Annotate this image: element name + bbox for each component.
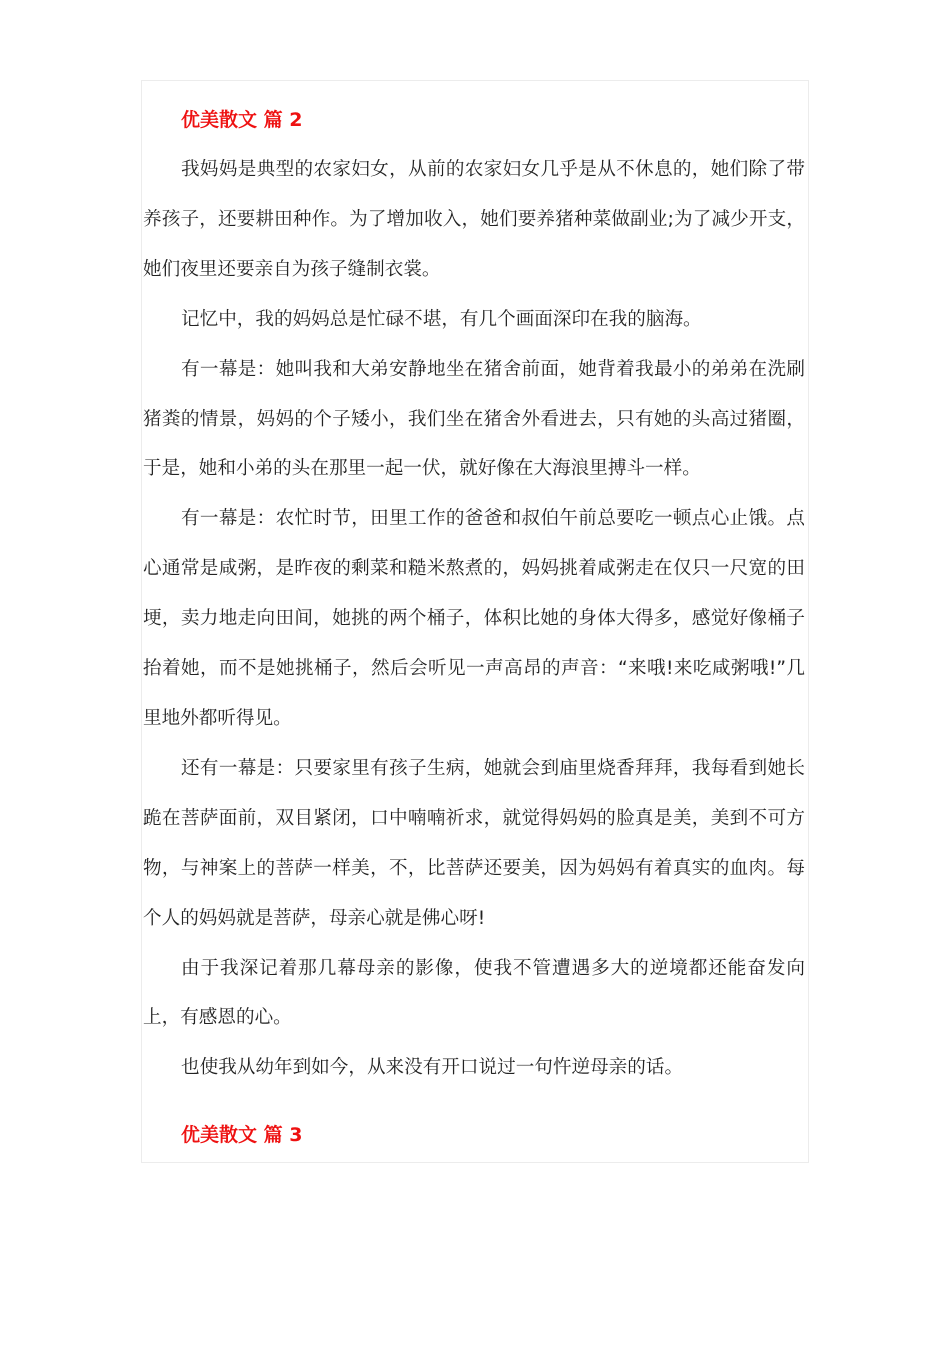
paragraph: 由于我深记着那几幕母亲的影像，使我不管遭遇多大的逆境都还能奋发向上，有感恩的心。 [143,957,805,1029]
paragraph: 也使我从幼年到如今，从来没有开口说过一句忤逆母亲的话。 [181,1057,684,1079]
section-spacer [143,1093,805,1110]
paragraph: 我妈妈是典型的农家妇女，从前的农家妇女几乎是从不休息的，她们除了带养孩子，还要耕田种作。为了增加收入，她们要养猪种菜做副业;为了减少开支，她们夜里还要亲自为孩子缝制衣裳。 [143,159,805,280]
paragraph: 有一幕是：她叫我和大弟安静地坐在猪舍前面，她背着我最小的弟弟在洗刷猪粪的情景，妈妈的个子矮小，我们坐在猪舍外看进去，只有她的头高过猪圈，于是，她和小弟的头在那里一起一伏，就好像在大海浪里搏斗一样。 [143,358,805,480]
paragraph: 记忆中，我的妈妈总是忙碌不堪，有几个画面深印在我的脑海。 [181,308,702,330]
paragraph: 还有一幕是：只要家里有孩子生病，她就会到庙里烧香拜拜，我每看到她长跪在菩萨面前，双目紧闭，口中喃喃祈求，就觉得妈妈的脸真是美，美到不可方物，与神案上的菩萨一样美，不，比菩萨还要美，因为妈妈有着真实的血肉。每个人的妈妈就是菩萨，母亲心就是佛心呀! [143,757,805,929]
document-body [143,95,805,1160]
section-heading: 优美散文 篇 2 [181,109,303,131]
section-heading: 优美散文 篇 3 [181,1124,303,1147]
paragraph: 有一幕是：农忙时节，田里工作的爸爸和叔伯午前总要吃一顿点心止饿。点心通常是咸粥，是昨夜的剩菜和糙米熬煮的，妈妈挑着咸粥走在仅只一尺宽的田埂，卖力地走向田间，她挑的两个桶子，体积比她的身体大得多，感觉好像桶子抬着她，而不是她挑桶子，然后会听见一声高昂的声音：“来哦!来吃咸粥哦!”几里地外都听得见。 [143,508,805,729]
